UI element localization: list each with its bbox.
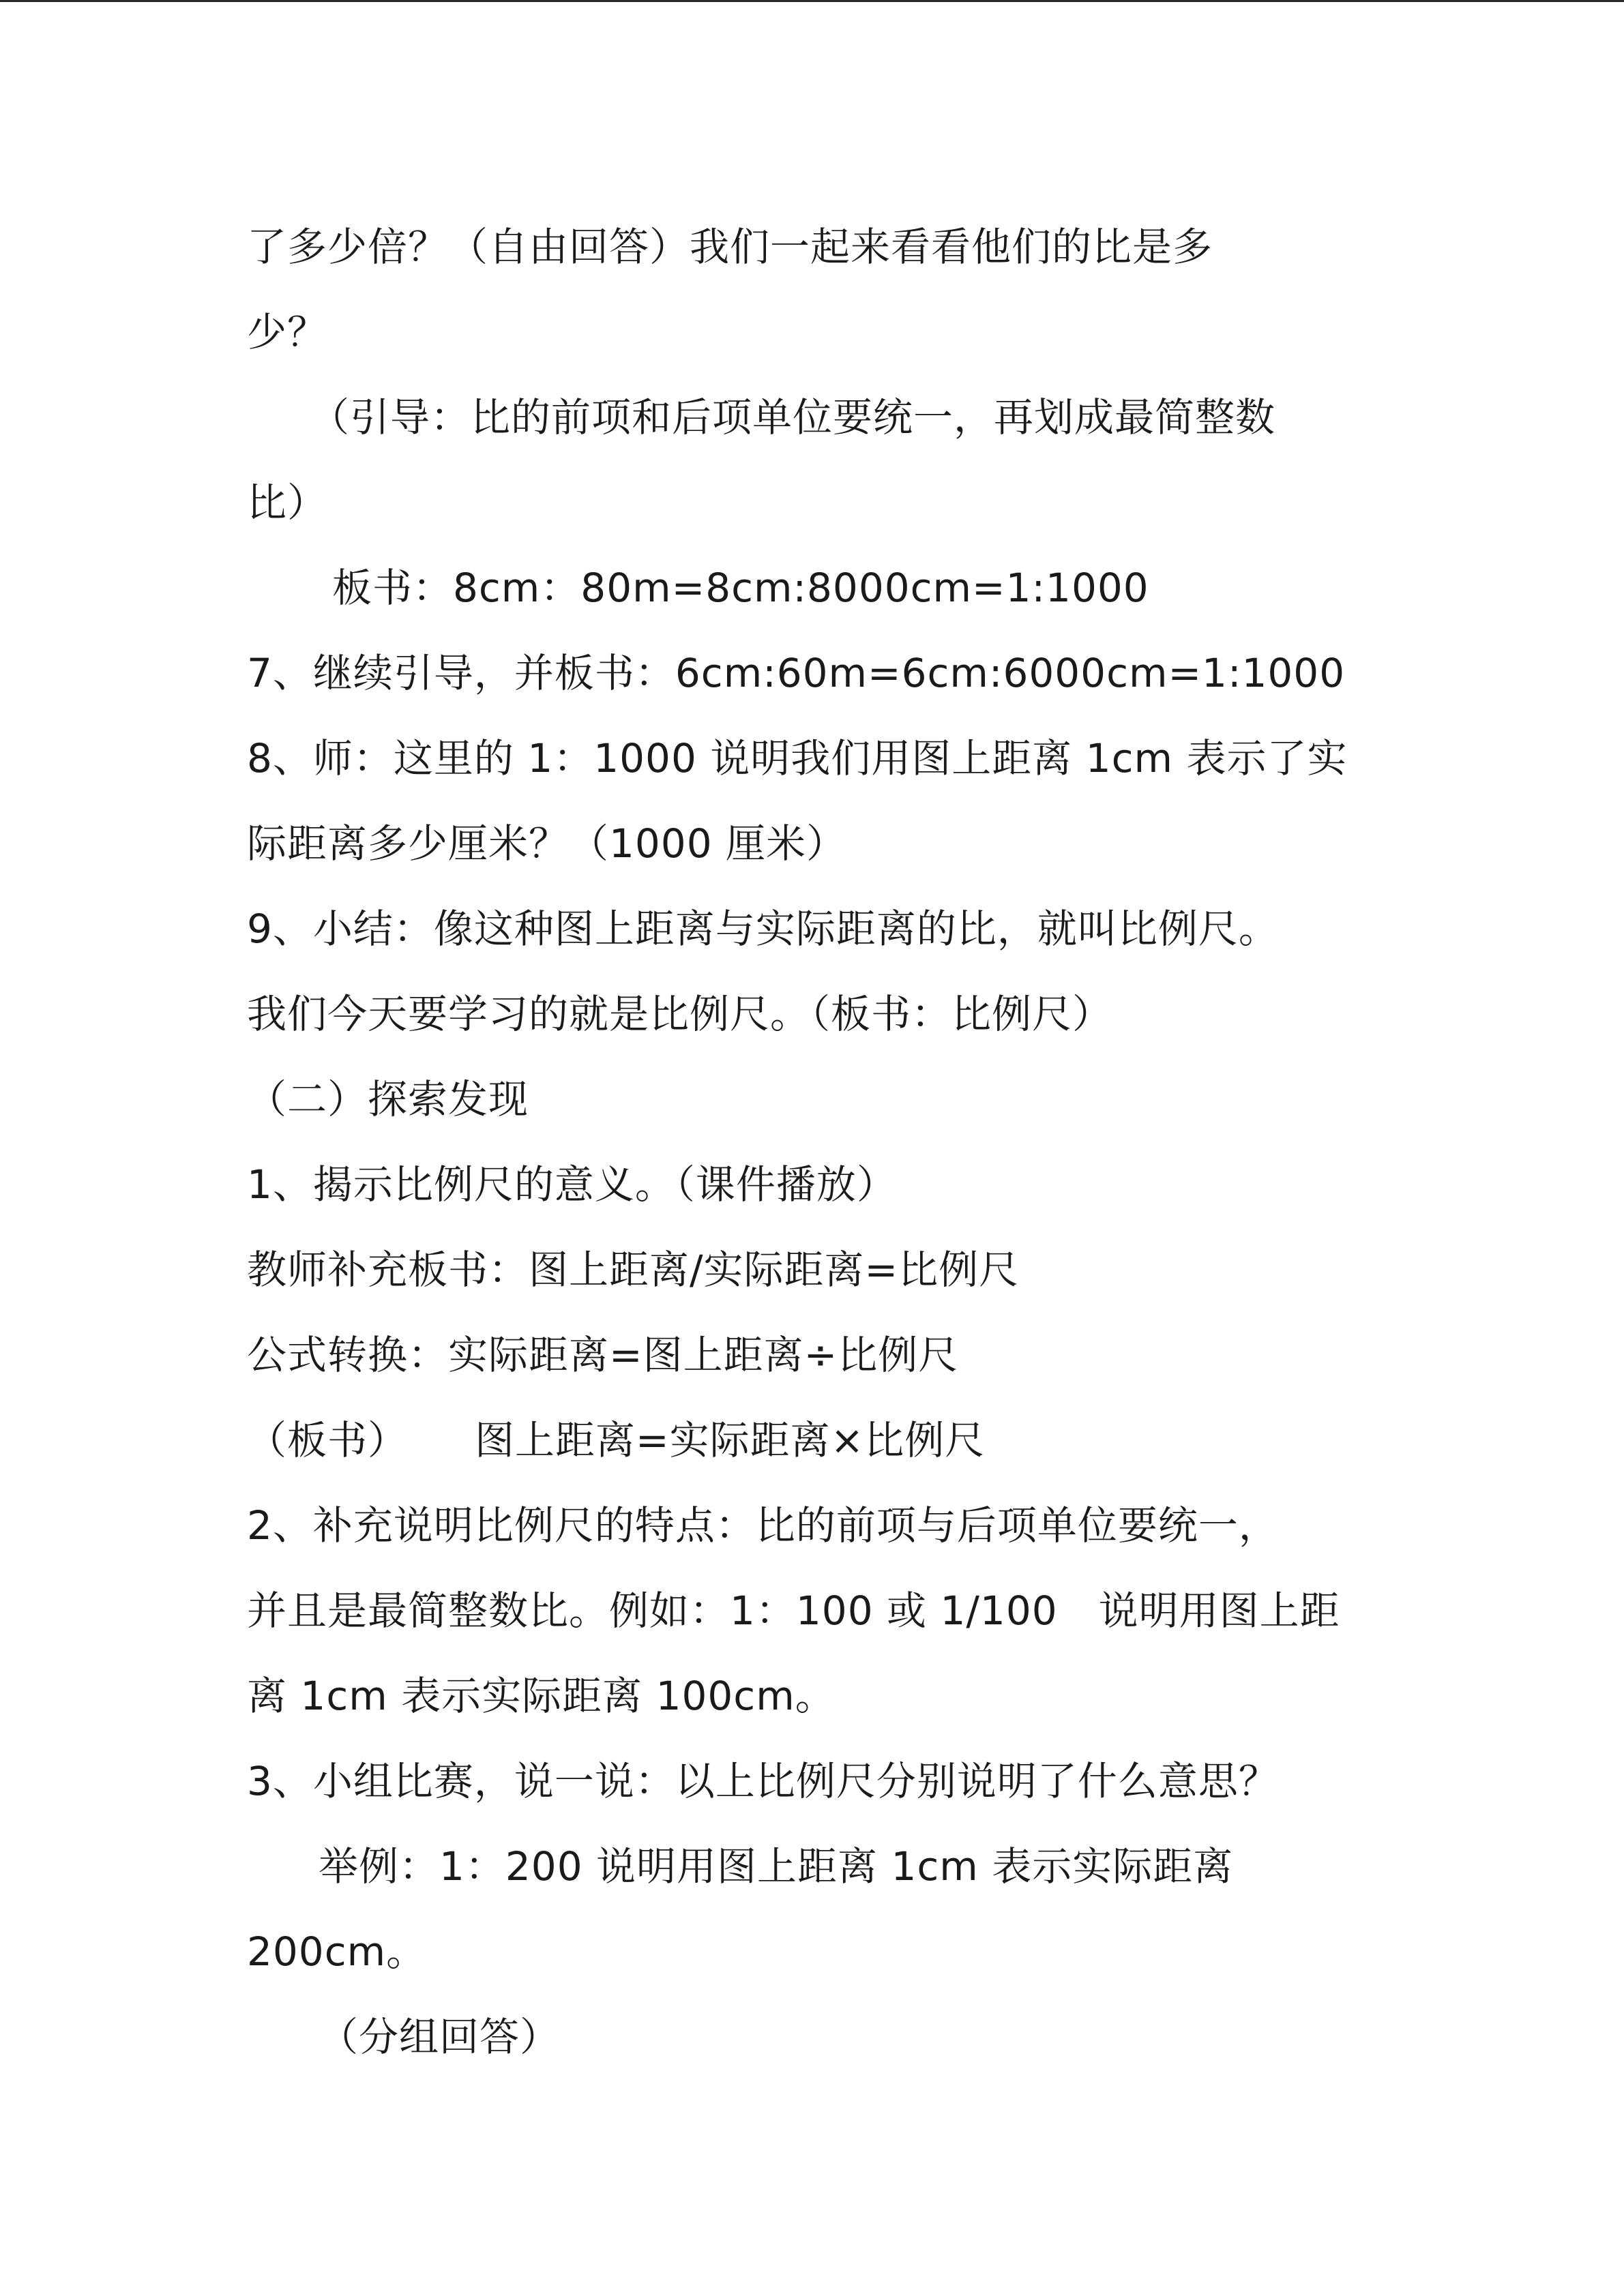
text-line: 7、继续引导，并板书：6cm:60m=6cm:6000cm=1:1000 — [247, 650, 1346, 696]
text-line: 3、小组比赛，说一说：以上比例尺分别说明了什么意思？ — [247, 1758, 1279, 1804]
text-line: 少？ — [247, 309, 328, 355]
text-line: 9、小结：像这种图上距离与实际距离的比，就叫比例尺。 — [247, 906, 1279, 952]
text-line: 离 1cm 表示实际距离 100cm。 — [247, 1673, 836, 1719]
text-line: 200cm。 — [247, 1928, 427, 1975]
section-heading: （二）探索发现 — [247, 1076, 529, 1122]
text-line: （分组回答） — [319, 2014, 561, 2060]
text-line: 板书：8cm：80m=8cm:8000cm=1:1000 — [332, 565, 1149, 611]
text-line: （引导：比的前项和后项单位要统一，再划成最简整数 — [310, 394, 1276, 441]
text-line: 教师补充板书：图上距离/实际距离=比例尺 — [247, 1247, 1020, 1293]
text-line: 比） — [247, 479, 328, 526]
text-line — [247, 1568, 1406, 1654]
text-segment: 并且是最简整数比。例如：1：100 或 1/100 — [247, 1587, 1058, 1634]
text-line: 1、揭示比例尺的意义。（课件播放） — [247, 1161, 897, 1208]
document-body — [247, 205, 1406, 2080]
text-line: 举例：1：200 说明用图上距离 1cm 表示实际距离 — [319, 1843, 1234, 1890]
text-line: 8、师：这里的 1：1000 说明我们用图上距离 1cm 表示了实 — [247, 735, 1348, 781]
text-line: 了多少倍？（自由回答）我们一起来看看他们的比是多 — [247, 224, 1213, 270]
text-line: 公式转换：实际距离=图上距离÷比例尺 — [247, 1332, 959, 1378]
text-line: 2、补充说明比例尺的特点：比的前项与后项单位要统一， — [247, 1502, 1279, 1549]
text-line — [247, 1398, 1406, 1483]
text-line: 际距离多少厘米？（1000 厘米） — [247, 820, 847, 867]
board-label: （板书） — [247, 1417, 409, 1463]
text-segment: 说明用图上距 — [1098, 1587, 1340, 1634]
text-line: 我们今天要学习的就是比例尺。（板书：比例尺） — [247, 991, 1113, 1037]
formula-text: 图上距离=实际距离×比例尺 — [475, 1417, 986, 1463]
page-top-border — [0, 0, 1624, 2]
